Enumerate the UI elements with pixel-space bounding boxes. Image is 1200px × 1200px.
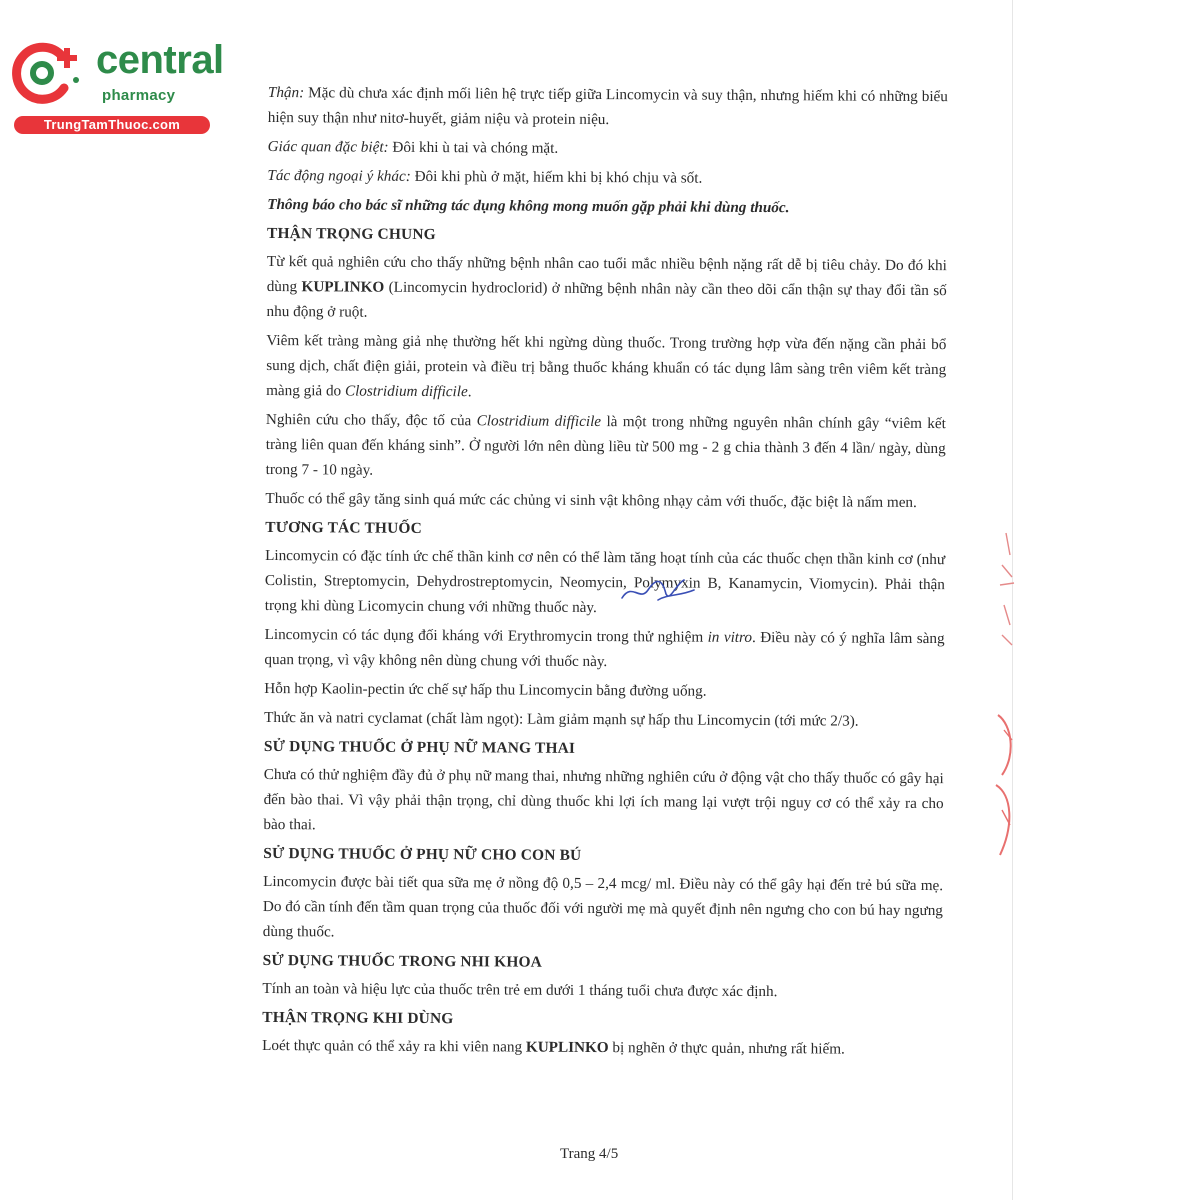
paragraph: Loét thực quản có thể xảy ra khi viên nang KUPLINKO bị nghẽn ở thực quản, nhưng rất hiếm. <box>262 1036 845 1058</box>
heading-than-trong-khi-dung: THẬN TRỌNG KHI DÙNG <box>262 1008 454 1028</box>
logo-name: central <box>96 38 224 82</box>
heading-nhi-khoa: SỬ DỤNG THUỐC TRONG NHI KHOA <box>262 951 543 971</box>
signature-icon <box>618 572 698 608</box>
paragraph: Thức ăn và natri cyclamat (chất làm ngọt): Làm giảm mạnh sự hấp thu Lincomycin (tới mức 2/3). <box>264 708 859 730</box>
paragraph: Từ kết quả nghiên cứu cho thấy những bệnh nhân cao tuổi mắc nhiều bệnh nặng rất dễ bị tiêu chảy. Do đó khi dùng KUPLINKO (Lincomycin hydroclorid) ở những bệnh nhân này cần theo dõi cẩn thận sự thay đổi tần số nhu động ở ruột. <box>266 252 947 321</box>
brand-name: KUPLINKO <box>525 1038 609 1057</box>
heading-than-trong-chung: THẬN TRỌNG CHUNG <box>267 224 436 244</box>
paragraph-giac-quan: Giác quan đặc biệt: Đôi khi ù tai và chóng mặt. <box>267 137 559 157</box>
document-body <box>262 80 948 1066</box>
paragraph: Lincomycin có tác dụng đối kháng với Erythromycin trong thử nghiệm in vitro. Điều này có ý nghĩa lâm sàng quan trọng, vì vậy không nên dùng chung với thuốc này. <box>264 625 945 671</box>
paragraph: Lincomycin có đặc tính ức chế thần kinh cơ nên có thể làm tăng hoạt tính của các thuốc chẹn thần kinh cơ (như Colistin, Streptomycin, Dehydrostreptomycin, Neomycin, Polymyxin B, Kanamycin, Viomycin). Phải thận trọng khi dùng Licomycin chung với những thuốc này. <box>264 546 946 617</box>
logo-subtitle: pharmacy <box>102 87 176 104</box>
heading-cho-con-bu: SỬ DỤNG THUỐC Ở PHỤ NỮ CHO CON BÚ <box>263 844 582 864</box>
paragraph: Viêm kết tràng màng giả nhẹ thường hết khi ngừng dùng thuốc. Trong trường hợp vừa đến nặng cần phải bổ sung dịch, chất điện giải, protein và điều trị bằng thuốc kháng khuẩn có tác dụng lâm sàng trên viêm kết tràng màng giả do Clostridium difficile. <box>266 331 947 401</box>
paragraph-tac-dong: Tác động ngoại ý khác: Đôi khi phù ở mặt, hiếm khi bị khó chịu và sốt. <box>267 166 703 187</box>
page-number: Trang 4/5 <box>560 1146 619 1162</box>
paragraph: Hỗn hợp Kaolin-pectin ức chế sự hấp thu Lincomycin bằng đường uống. <box>264 679 707 700</box>
paragraph: Lincomycin được bài tiết qua sữa mẹ ở nồng độ 0,5 – 2,4 mcg/ ml. Điều này có thể gây hại đến trẻ bú sữa mẹ. Do đó cần tính đến tầm quan trọng của thuốc đối với người mẹ mà quyết định nên ngưng cho con bú hay ngưng dùng thuốc. <box>262 872 944 941</box>
stamp-fragment-icon <box>992 525 1022 875</box>
paragraph: Nghiên cứu cho thấy, độc tố của Clostridium difficile là một trong những nguyên nhân chính gây “viêm kết tràng liên quan đến kháng sinh”. Ở người lớn nên dùng liều từ 500 mg - 2 g chia thành 3 đến 4 lần/ ngày, dùng trong 7 - 10 ngày. <box>265 410 946 479</box>
heading-tuong-tac-thuoc: TƯƠNG TÁC THUỐC <box>265 518 422 537</box>
label-tac-dong: Tác động ngoại ý khác: <box>267 166 411 185</box>
label-than: Thận: <box>267 83 305 102</box>
label-giac-quan: Giác quan đặc biệt: <box>267 137 389 156</box>
brand-name: KUPLINKO <box>301 278 385 296</box>
notice-paragraph: Thông báo cho bác sĩ những tác dụng không mong muốn gặp phải khi dùng thuốc. <box>267 195 790 217</box>
paragraph: Thuốc có thể gây tăng sinh quá mức các chủng vi sinh vật không nhạy cảm với thuốc, đặc biệt là nấm men. <box>265 489 917 511</box>
paragraph-than: Thận: Mặc dù chưa xác định mối liên hệ trực tiếp giữa Lincomycin và suy thận, nhưng hiếm khi có những biểu hiện suy thận như nitơ-huyết, giảm niệu và protein niệu. <box>267 83 948 129</box>
heading-mang-thai: SỬ DỤNG THUỐC Ở PHỤ NỮ MANG THAI <box>263 737 576 757</box>
central-pharmacy-logo-icon <box>12 40 84 106</box>
logo-website: TrungTamThuoc.com <box>14 116 210 134</box>
paragraph: Chưa có thử nghiệm đầy đủ ở phụ nữ mang thai, nhưng những nghiên cứu ở động vật cho thấy thuốc có gây hại đến bào thai. Vì vậy phải thận trọng, chỉ dùng thuốc khi lợi ích mang lại vượt trội nguy cơ có thể xảy ra cho bào thai. <box>263 765 944 834</box>
paragraph: Tính an toàn và hiệu lực của thuốc trên trẻ em dưới 1 tháng tuổi chưa được xác định. <box>262 979 778 1001</box>
logo <box>10 38 224 138</box>
